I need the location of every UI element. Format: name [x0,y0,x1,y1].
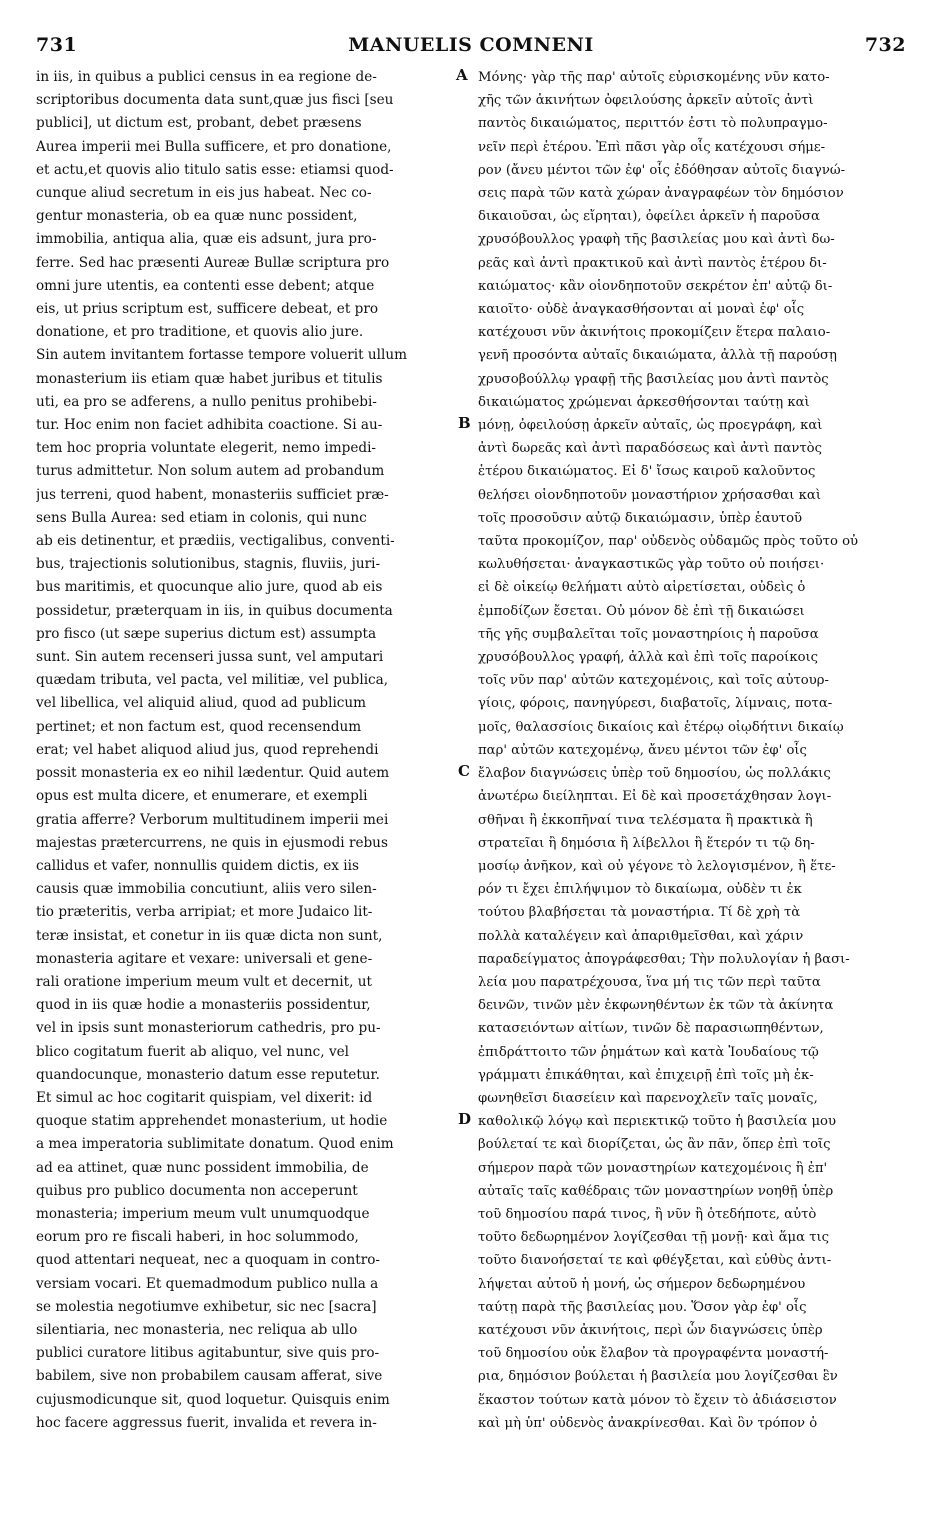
latin-text-line: bus, trajectionis solutionibus, stagnis, fluviis, juri- [36,556,381,573]
greek-text-line: τοῦτο δεδωρημένον λογίζεσθαι τῇ μονῇ· καὶ ἅμα τις [478,1230,830,1246]
latin-text-line: hoc facere aggressus fuerit, invalida et revera in- [36,1414,377,1431]
greek-text-line: στρατεῖαι ἢ δημόσια ἢ λίβελλοι ἢ ἕτερόν τι τῷ δη- [478,835,815,851]
page-number-left: 731 [36,34,78,56]
greek-text-line: φωνηθεῖσι διασείειν καὶ παρενοχλεῖν ταῖς μοναῖς, [478,1090,818,1106]
greek-text-line: δικαιοῦσαι, ὡς εἴρηται), ὀφείλει ἀρκεῖν ἡ παροῦσα [478,209,820,225]
greek-text-line: καὶ μὴ ὑπ' οὐδενὸς ἀνακρίνεσθαι. Καὶ ὃν τρόπον ὁ [478,1415,818,1431]
page-header [36,34,906,64]
greek-text-line: τοῦτο διανοήσεταί τε καὶ φθέγξεται, καὶ εὐθὺς ἀντι- [478,1253,832,1269]
greek-text-line: εἰ δὲ οἰκείῳ θελήματι αὐτὸ αἱρετίσεται, οὐδεὶς ὁ [478,580,806,596]
greek-text-line: κατέχουσι νῦν ἀκινήτοις προκομίζειν ἕτερα παλαιο- [478,325,831,341]
greek-text-line: παραδείγματος ἀπογράφεσθαι; Τὴν πολυλογίαν ἡ βασι- [478,951,850,967]
section-marker-b: B [458,414,471,432]
latin-text-line: eorum pro re fiscali haberi, in hoc solummodo, [36,1229,359,1246]
greek-text-line: κατασειόντων αἰτίων, τινῶν δὲ παρασιωπηθέντων, [478,1021,824,1037]
latin-text-line: quoque statim apprehendet monasterium, ut hodie [36,1113,388,1130]
greek-text-line: τῆς γῆς συμβαλεῖται τοῖς μοναστηρίοις ἡ παροῦσα [478,626,819,642]
latin-text-line: rali oratione imperium meum vult et decernit, ut [36,973,372,990]
greek-text-line: ἐπιδράττοιτο τῶν ῥημάτων καὶ κατὰ Ἰουδαίους τῷ [478,1044,819,1060]
greek-text-line: ἀνωτέρω διείληπται. Εἰ δὲ καὶ προσετάχθησαν λογι- [478,789,832,805]
latin-text-line: erat; vel habet aliquod aliud jus, quod reprehendi [36,741,379,758]
greek-text-line: αὐταῖς ταῖς καθέδραις τῶν μοναστηρίων νοηθῇ ὑπὲρ [478,1183,834,1199]
greek-text-line: χρυσόβουλλος γραφὴ τῆς βασιλείας μου καὶ ἀντὶ δω- [478,232,835,248]
latin-text-line: possit monasteria ex eo nihil lædentur. Quid autem [36,765,390,782]
latin-text-line: bus maritimis, et quocunque alio jure, quod ab eis [36,579,383,596]
section-marker-c: C [458,762,470,780]
latin-text-line: possidetur, præterquam in iis, in quibus documenta [36,602,393,619]
greek-text-line: ρόν τι ἔχει ἐπιλήψιμον τὸ δικαίωμα, οὐδὲν τι ἐκ [478,882,802,898]
greek-text-line: λεία μου παρατρέχουσα, ἵνα μή τις τῶν περὶ ταῦτα [478,974,821,990]
greek-text-line: ταύτῃ παρὰ τῆς βασιλείας μου. Ὅσον γὰρ ἐφ' οἷς [478,1299,807,1315]
greek-text-line: χρυσοβούλλῳ γραφῇ τῆς βασιλείας μου ἀντὶ παντὸς [478,371,829,387]
latin-text-line: gratia afferre? Verborum multitudinem imperii mei [36,811,389,828]
greek-text-line: καιοῖτο· οὐδὲ ἀναγκασθήσονται αἱ μοναὶ ἐφ' οἷς [478,302,805,318]
latin-text-line: opus est multa dicere, et enumerare, et exempli [36,788,368,805]
latin-text-line: cujusmodicunque sit, quod loquetur. Quisquis enim [36,1391,390,1408]
latin-text-line: tem hoc propria voluntate elegerit, nemo impedi- [36,440,377,457]
latin-text-line: vel in ipsis sunt monasteriorum cathedris, pro pu- [36,1020,381,1037]
greek-text-line: Μόνης· γὰρ τῆς παρ' αὐτοῖς εὑρισκομένης νῦν κατο- [478,70,830,85]
greek-column [478,66,910,1526]
greek-text-line: χῆς τῶν ἀκινήτων ὀφειλούσης ἀρκεῖν αὐτοῖς ἀντὶ [478,93,814,109]
greek-text-line: σθῆναι ἢ ἐκκοπῆναί τινα τελέσματα ἢ πρακτικὰ ἢ [478,812,813,828]
latin-text-line: et actu,et quovis alio titulo satis esse: etiamsi quod- [36,161,394,178]
greek-text-line: ἔλαβον διαγνώσεις ὑπὲρ τοῦ δημοσίου, ὡς πολλάκις [478,766,831,782]
page-number-right: 732 [864,34,906,56]
greek-text-line: ρεᾶς καὶ ἀντὶ πρακτικοῦ καὶ ἀντὶ παντὸς ἑτέρου δι- [478,255,827,271]
latin-text-line: quibus pro publico documenta non acceperunt [36,1182,358,1199]
latin-text-line: cunque aliud secretum in eis jus habeat. Nec co- [36,185,372,202]
latin-column [36,66,454,1526]
greek-text-line: θελήσει οἱονδηποτοῦν μοναστήριον χρήσασθαι καὶ [478,487,821,503]
latin-text-line: pertinet; et non factum est, quod recensendum [36,718,362,735]
greek-text-line: σήμερον παρὰ τῶν μοναστηρίων κατεχομένοις ἢ ἐπ' [478,1160,828,1176]
greek-text-line: δικαιώματος χρώμεναι ἀρκεσθήσονται ταύτῃ καὶ [478,394,810,410]
latin-text-line: versiam vocari. Et quemadmodum publico nulla a [36,1275,379,1292]
latin-text-line: Sin autem invitantem fortasse tempore voluerit ullum [36,347,407,364]
greek-text-line: γράμματι ἐπικάθηται, καὶ ἐπιχειρῇ ἐπὶ τοῖς μὴ ἐκ- [478,1067,814,1083]
greek-text-line: καιώματος· κἂν οἱονδηποτοῦν σεκρέτον ἐπ' αὐτῷ δι- [478,278,833,294]
latin-text-line: quod in iis quæ hodie a monasteriis possidentur, [36,997,371,1014]
latin-text-line: silentiaria, nec monasteria, nec reliqua ab ullo [36,1321,358,1338]
greek-text-line: παρ' αὐτῶν κατεχομένῳ, ἄνευ μέντοι τῶν ἐφ' οἷς [478,742,807,758]
latin-text-line: sunt. Sin autem recenseri jussa sunt, vel amputari [36,649,384,666]
greek-text-line: παντὸς δικαιώματος, περιττόν ἐστι τὸ πολυπραγμο- [478,116,828,132]
latin-text-line: omni jure utentis, ea contenti esse debent; atque [36,277,375,294]
greek-text-line: τοῖς νῦν παρ' αὐτῶν κατεχομένοις, καὶ τοῖς αὐτουρ- [478,673,829,689]
section-marker-d: D [458,1110,472,1128]
latin-text-line: monasteria agitare et vexare: universali et gene- [36,950,373,967]
greek-text-line: νεῖν περὶ ἑτέρου. Ἐπὶ πᾶσι γὰρ οἷς κατέχουσι σήμε- [478,139,826,155]
greek-text-line: ρια, δημόσιον βούλεται ἡ βασιλεία μου λογίζεσθαι ἓν [478,1369,838,1385]
running-title: MANUELIS COMNENI [348,34,594,56]
latin-text-line: blico cogitatum fuerit ab aliquo, vel nunc, vel [36,1043,350,1060]
latin-text-line: causis quæ immobilia concutiunt, aliis vero silen- [36,881,377,898]
greek-text-line: γίοις, φόροις, πανηγύρεσι, διαβατοῖς, λίμναις, ποτα- [478,696,833,712]
greek-text-line: ἑτέρου δικαιώματος. Εἰ δ' ἴσως καιροῦ καλοῦντος [478,464,816,480]
greek-text-line: ρον (ἄνευ μέντοι τῶν ἐφ' οἷς ἐδόθησαν αὐτοῖς διαγνώ- [478,162,846,178]
latin-text-line: callidus et vafer, nonnullis quidem dictis, ex iis [36,857,359,874]
greek-text-line: μοῖς, θαλασσίοις δικαίοις καὶ ἑτέρῳ οἱῳδήτινι δικαίῳ [478,719,844,735]
greek-text-line: ἀντὶ δωρεᾶς καὶ ἀντὶ παραδόσεως καὶ ἀντὶ παντὸς [478,441,823,457]
greek-text-line: δεινῶν, τινῶν μὲν ἐκφωνηθέντων ἐκ τῶν τὰ ἀκίνητα [478,998,834,1014]
greek-text-line: τούτου βλαβήσεται τὰ μοναστήρια. Τί δὲ χρὴ τὰ [478,905,801,921]
latin-text-line: publici curatore litibus agitabuntur, sive quis pro- [36,1345,380,1362]
latin-text-line: babilem, sive non probabilem causam afferat, sive [36,1368,383,1385]
latin-text-line: pro fisco (ut sæpe superius dictum est) assumpta [36,625,377,642]
greek-text-line: ἕκαστον τούτων κατὰ μόνον τὸ ἔχειν τὸ ἀδιάσειστον [478,1392,837,1408]
latin-text-line: in iis, in quibus a publici census in ea regione de- [36,69,377,85]
latin-text-line: a mea imperatoria sublimitate donatum. Quod enim [36,1136,394,1153]
greek-text-line: τοῦ δημοσίου παρά τινος, ἢ νῦν ἢ ὁτεδήποτε, αὐτὸ [478,1206,817,1222]
latin-text-line: turus admittetur. Non solum autem ad probandum [36,463,385,480]
latin-text-line: quædam tributa, vel pacta, vel militiæ, vel publica, [36,672,389,689]
latin-text-line: eis, ut prius scriptum est, sufficere debeat, et pro [36,301,379,318]
latin-text-line: immobilia, antiqua alia, quæ eis adsunt, jura pro- [36,231,377,248]
greek-text-line: μόνῃ, ὀφειλούσῃ ἀρκεῖν αὐταῖς, ὡς προεγράφη, καὶ [478,418,823,434]
latin-text-line: ab eis detinentur, et prædiis, vectigalibus, conventi- [36,533,395,550]
latin-text-line: uti, ea pro se adferens, a nullo penitus prohibebi- [36,393,377,410]
latin-text-line: sens Bulla Aurea: sed etiam in colonis, qui nunc [36,509,367,526]
greek-text-line: καθολικῷ λόγῳ καὶ περιεκτικῷ τοῦτο ἡ βασιλεία μου [478,1114,836,1130]
latin-text-line: Aurea imperii mei Bulla sufficere, et pro donatione, [36,138,392,155]
latin-text-line: vel libellica, vel aliquid aliud, quod ad publicum [36,695,367,712]
latin-text-line: tio præteritis, verba arripiat; et more Judaico lit- [36,904,373,921]
latin-text-line: ferre. Sed hac præsenti Aureæ Bullæ scriptura pro [36,254,390,271]
greek-text-line: χρυσόβουλλος γραφή, ἀλλὰ καὶ ἐπὶ τοῖς παροίκοις [478,650,819,666]
latin-text-line: gentur monasteria, ob ea quæ nunc possident, [36,208,358,225]
latin-text-line: se molestia negotiumve exhibetur, sic nec [sacra] [36,1298,377,1315]
greek-text-line: σεις παρὰ τῶν κατὰ χώραν ἀναγραφέων τὸν δημόσιον [478,186,844,202]
latin-text-line: donatione, et pro traditione, et quovis alio jure. [36,324,364,341]
greek-text-line: μοσίῳ ἀνῆκον, καὶ οὐ γέγονε τὸ λελογισμένον, ἢ ἕτε- [478,858,836,874]
latin-text-line: publici], ut dictum est, probant, debet præsens [36,115,362,132]
greek-text-line: πολλὰ καταλέγειν καὶ ἀπαριθμεῖσθαι, καὶ χάριν [478,928,804,944]
section-marker-a: A [456,66,468,84]
greek-text-line: βούλεταί τε καὶ διορίζεται, ὡς ἂν πᾶν, ὅπερ ἐπὶ τοῖς [478,1137,831,1153]
greek-text-line: ἐμποδίζων ἔσεται. Οὐ μόνον δὲ ἐπὶ τῇ δικαιώσει [478,603,805,619]
latin-text-line: quandocunque, monasterio datum esse reputetur. [36,1066,380,1083]
greek-text-line: λήψεται αὐτοῦ ἡ μονή, ὡς σήμερον δεδωρημένου [478,1276,806,1292]
greek-text-line: κωλυθήσεται· ἀναγκαστικῶς γὰρ τοῦτο οὐ ποιήσει· [478,557,825,573]
greek-text-line: ταῦτα προκομίζον, παρ' οὐδενὸς οὐδαμῶς πρὸς τοῦτο οὐ [478,534,859,550]
latin-text-line: tur. Hoc enim non faciet adhibita coactione. Si au- [36,417,383,434]
greek-text-line: γενῆ προσόντα αὐταῖς δικαιώματα, ἀλλὰ τῇ παρούσῃ [478,348,837,364]
greek-text-line: τοῖς προσοῦσιν αὐτῷ δικαιώμασιν, ὑπὲρ ἑαυτοῦ [478,510,803,526]
latin-text-line: Et simul ac hoc cogitarit quispiam, vel dixerit: id [36,1089,373,1106]
greek-text-line: κατέχουσι νῦν ἀκινήτοις, περὶ ὧν διαγνώσεις ὑπὲρ [478,1322,823,1338]
latin-text-line: teræ insistat, et conetur in iis quæ dicta non sunt, [36,927,383,944]
latin-text-line: monasterium iis etiam quæ habet juribus et titulis [36,370,383,387]
latin-text-line: jus terreni, quod habent, monasteriis sufficiet præ- [36,486,389,503]
latin-text-line: majestas prætercurrens, ne quis in ejusmodi rebus [36,834,388,851]
latin-text-line: ad ea attinet, quæ nunc possident immobilia, de [36,1159,369,1176]
greek-text-line: τοῦ δημοσίου οὐκ ἔλαβον τὰ προγραφέντα μοναστή- [478,1346,829,1362]
latin-text-line: scriptoribus documenta data sunt,quæ jus fisci [seu [36,92,394,109]
latin-text-line: quod attentari nequeat, nec a quoquam in contro- [36,1252,381,1269]
latin-text-line: monasteria; imperium meum vult unumquodque [36,1205,370,1222]
